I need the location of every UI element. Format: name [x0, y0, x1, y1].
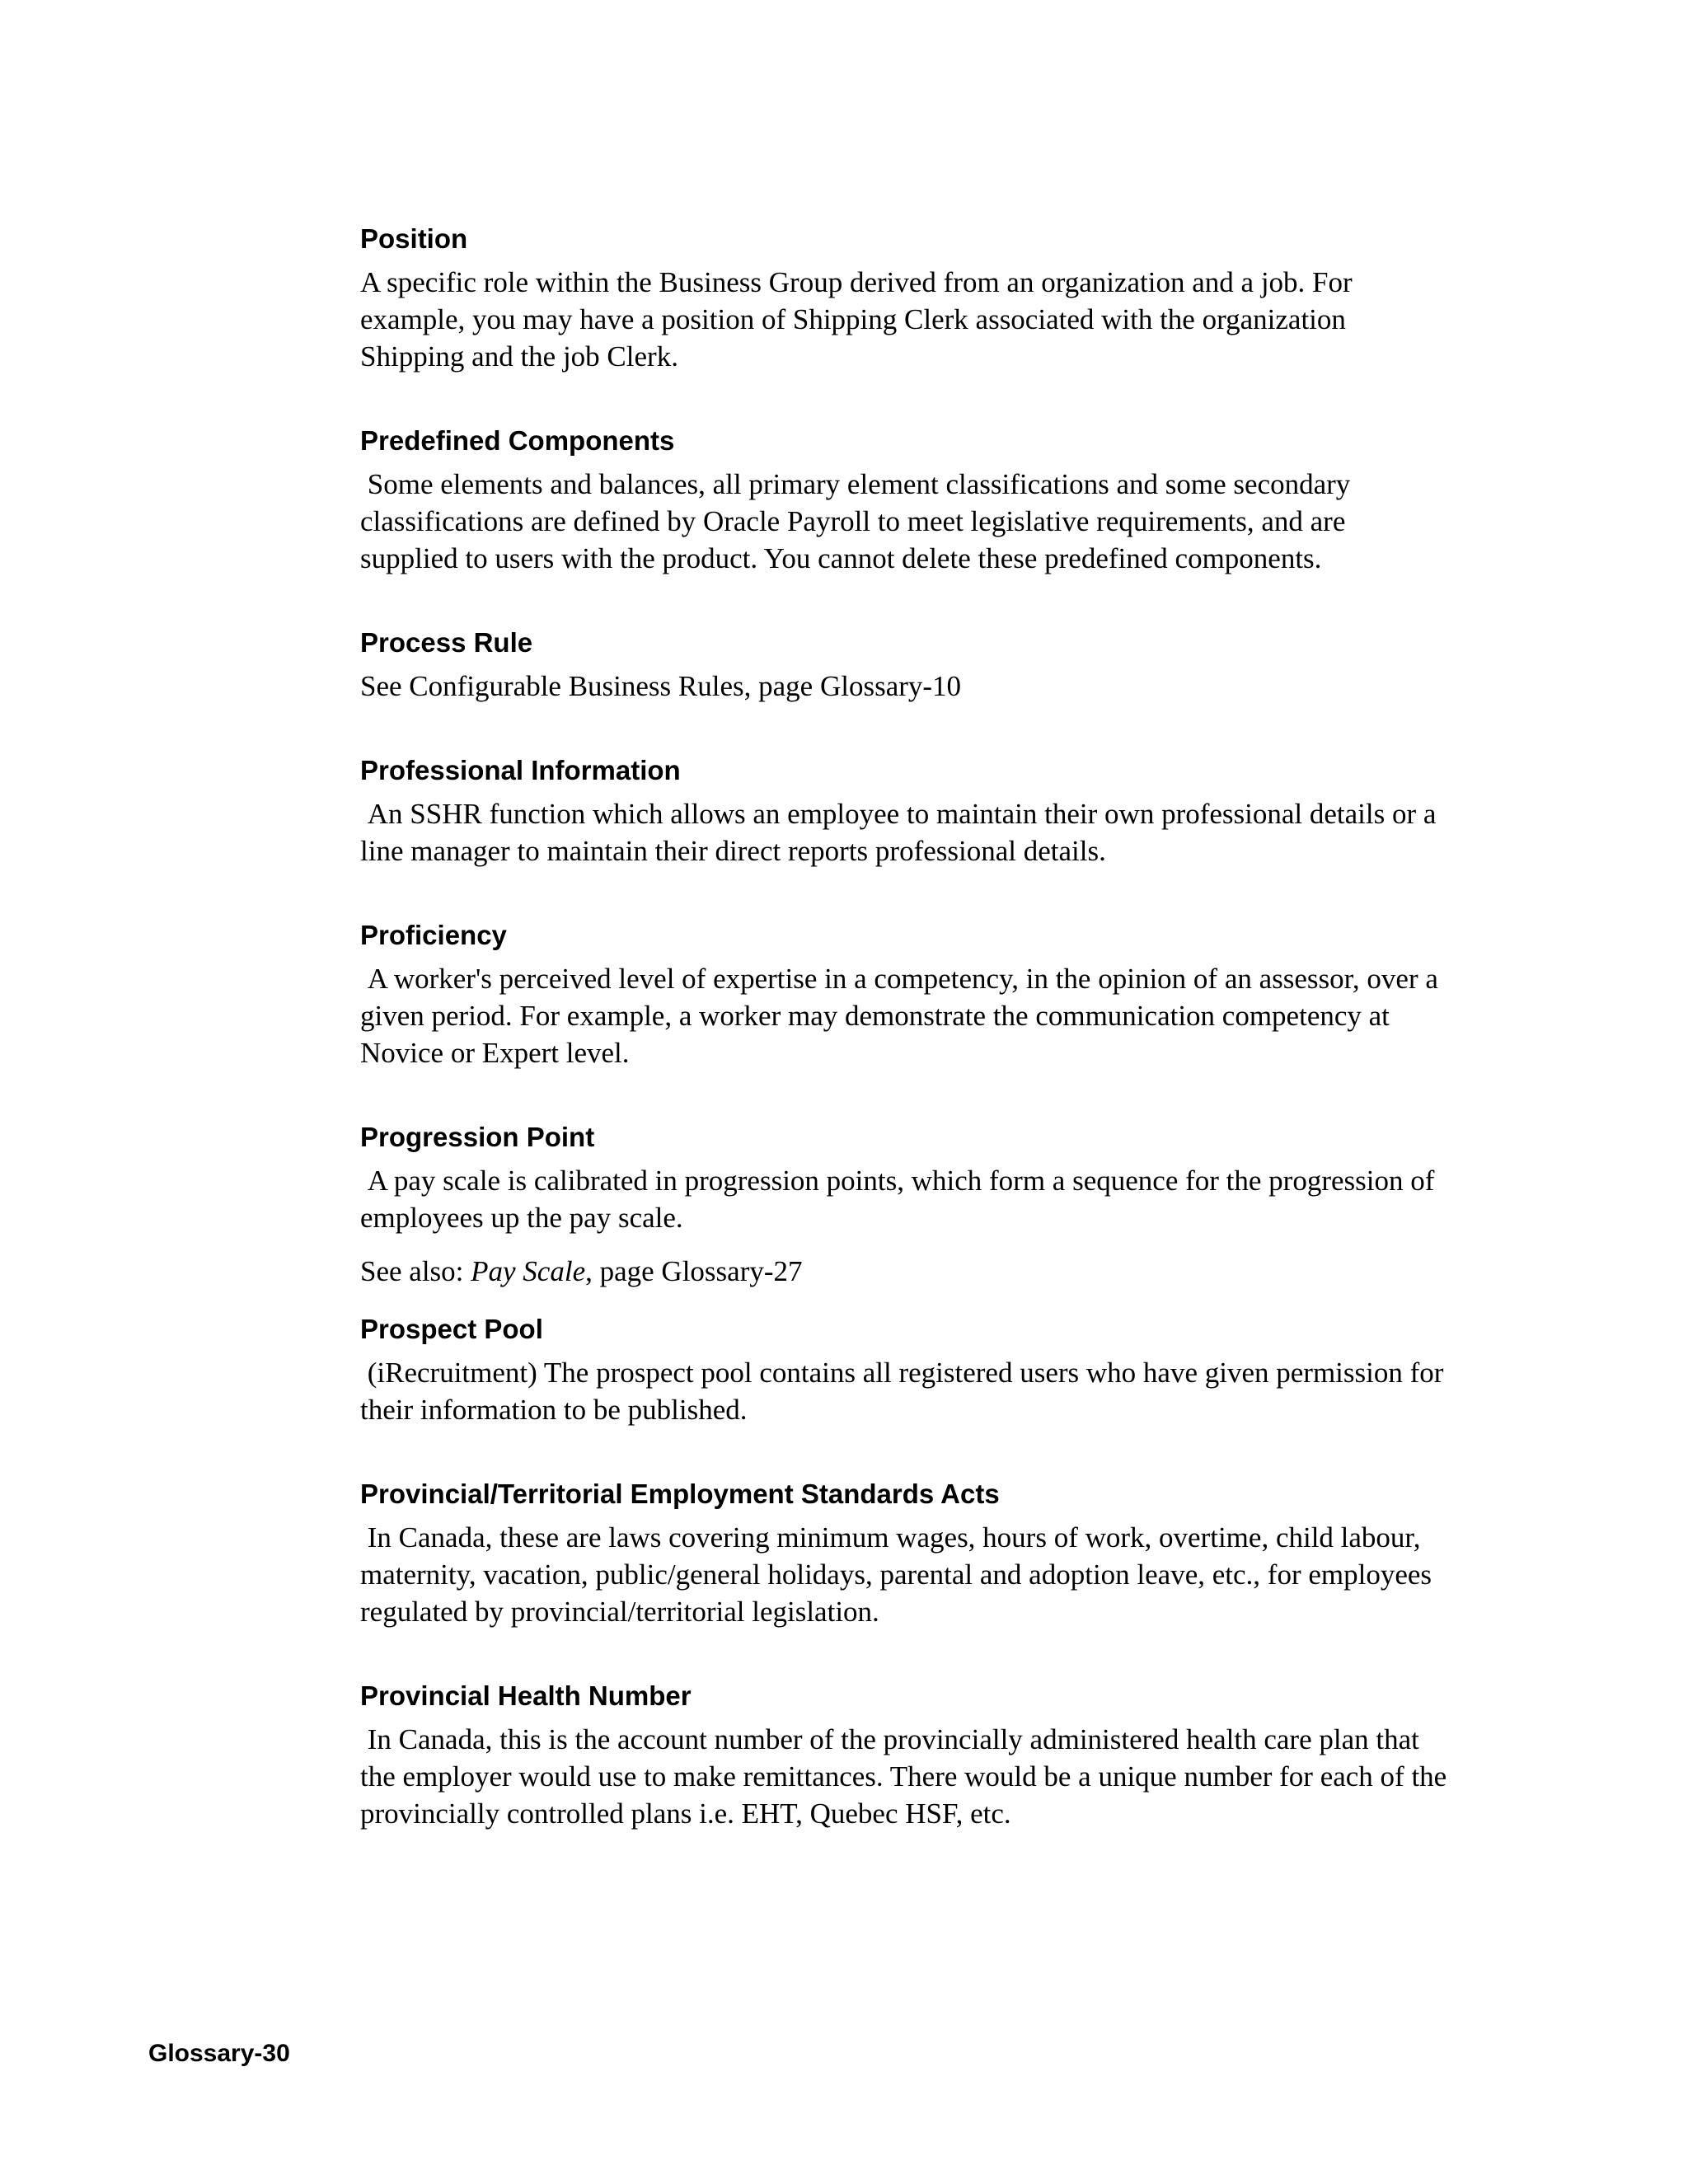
glossary-entry-professional-information [360, 754, 1448, 869]
glossary-term: Predefined Components [360, 425, 675, 456]
see-also-page: , page Glossary-27 [585, 1255, 803, 1287]
see-also-prefix: See also: [360, 1255, 471, 1287]
glossary-entry-progression-point [360, 1121, 1448, 1290]
page-number: Glossary-30 [148, 2040, 290, 2067]
glossary-content [360, 223, 1454, 1832]
glossary-term: Provincial/Territorial Employment Standards Acts [360, 1479, 1000, 1509]
glossary-entry-prospect-pool [360, 1313, 1451, 1428]
glossary-definition: An SSHR function which allows an employee to maintain their own professional details or a line manager to maintain their direct reports professional details. [360, 798, 1444, 867]
glossary-definition: A specific role within the Business Group derived from an organization and a job. For example, you may have a position of Shipping Clerk associated with the organization Shipping and the job Clerk. [360, 266, 1360, 373]
glossary-definition: (iRecruitment) The prospect pool contains all registered users who have given permission for their information to be published. [360, 1357, 1451, 1426]
glossary-term: Proficiency [360, 920, 507, 950]
glossary-entry-proficiency [360, 919, 1448, 1071]
glossary-term: Professional Information [360, 755, 681, 785]
glossary-term: Prospect Pool [360, 1314, 543, 1344]
glossary-term: Progression Point [360, 1122, 595, 1152]
glossary-entry-process-rule [360, 626, 1448, 705]
glossary-definition: Some elements and balances, all primary element classifications and some secondary classifications are defined by Oracle Payroll to meet legislative requirements, and are supplied to users with the product. You cannot delete these predefined components. [360, 468, 1358, 574]
glossary-entry-employment-standards-acts [360, 1478, 1448, 1630]
glossary-definition: See Configurable Business Rules, page Glossary-10 [360, 670, 962, 702]
glossary-term: Process Rule [360, 627, 533, 658]
see-also-reference [360, 1253, 1448, 1290]
glossary-entry-predefined-components [360, 424, 1448, 577]
glossary-definition: In Canada, these are laws covering minimum wages, hours of work, overtime, child labour, maternity, vacation, public/general holidays, parental and adoption leave, etc., for employees regulated by provincial/territorial legislation. [360, 1521, 1439, 1628]
glossary-definition: In Canada, this is the account number of the provincially administered health care plan that the employer would use to make remittances. There would be a unique number for each of the provincially controlled plans i.e. EHT, Quebec HSF, etc. [360, 1723, 1454, 1830]
glossary-definition: A pay scale is calibrated in progression points, which form a sequence for the progression of employees up the pay scale. [360, 1165, 1442, 1234]
glossary-entry-provincial-health-number [360, 1680, 1454, 1832]
glossary-term: Provincial Health Number [360, 1680, 692, 1711]
glossary-entry-position [360, 223, 1448, 375]
glossary-definition: A worker's perceived level of expertise in a competency, in the opinion of an assessor, over a given period. For example, a worker may demonstrate the communication competency at Novice or Expert level. [360, 963, 1446, 1069]
glossary-term: Position [360, 223, 468, 254]
see-also-link[interactable]: Pay Scale [471, 1255, 586, 1287]
